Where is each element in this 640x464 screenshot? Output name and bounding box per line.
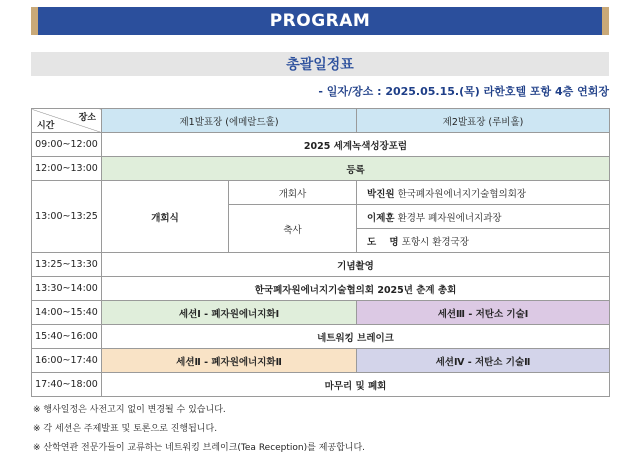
time-cell: 15:40~16:00	[32, 325, 102, 349]
table-row	[32, 349, 610, 373]
notes-section	[33, 401, 365, 458]
subtitle-bar	[31, 52, 609, 76]
session-cell: 기념촬영	[102, 253, 610, 277]
table-row	[32, 325, 610, 349]
table-row	[32, 133, 610, 157]
banner-title: PROGRAM	[269, 11, 371, 31]
corner-venue-label: 장소	[78, 113, 96, 123]
table-row	[32, 157, 610, 181]
speaker-cell	[357, 229, 610, 253]
time-cell: 13:30~14:00	[32, 277, 102, 301]
congratulatory-speech-label: 축사	[229, 205, 357, 253]
note-line: ※ 각 세션은 주제발표 및 토론으로 진행됩니다.	[33, 424, 218, 434]
schedule-title: 총괄일정표	[286, 57, 354, 73]
opening-ceremony-cell: 개회식	[102, 181, 229, 253]
time-cell: 17:40~18:00	[32, 373, 102, 397]
time-cell: 12:00~13:00	[32, 157, 102, 181]
speaker-name: 이제훈	[367, 212, 395, 224]
speaker-title: 한국폐자원에너지기술협의회장	[397, 188, 527, 200]
time-cell: 13:00~13:25	[32, 181, 102, 253]
speaker-cell	[357, 181, 610, 205]
speaker-title: 포항시 환경국장	[401, 236, 469, 248]
time-cell: 13:25~13:30	[32, 253, 102, 277]
session-4-cell: 세션Ⅳ - 저탄소 기술Ⅱ	[357, 349, 610, 373]
session-cell: 네트워킹 브레이크	[102, 325, 610, 349]
speaker-cell	[357, 205, 610, 229]
session-3-cell: 세션Ⅲ - 저탄소 기술Ⅰ	[357, 301, 610, 325]
time-cell: 16:00~17:40	[32, 349, 102, 373]
speaker-name: 박진원	[367, 188, 395, 200]
session-2-cell: 세션Ⅱ - 폐자원에너지화Ⅱ	[102, 349, 357, 373]
session-cell: 마무리 및 폐회	[102, 373, 610, 397]
table-row	[32, 253, 610, 277]
room2-header: 제2발표장 (루비홀)	[357, 109, 610, 133]
session-cell: 한국폐자원에너지기술협의회 2025년 춘계 총회	[102, 277, 610, 301]
table-row	[32, 373, 610, 397]
program-banner	[31, 7, 609, 35]
session-cell: 2025 세계녹색성장포럼	[102, 133, 610, 157]
date-venue-line: - 일자/장소 : 2025.05.15.(목) 라한호텔 포항 4층 연회장	[318, 85, 609, 98]
corner-time-label: 시간	[37, 121, 55, 131]
room1-header: 제1발표장 (에메랄드홀)	[102, 109, 357, 133]
session-cell: 등록	[102, 157, 610, 181]
note-line: ※ 행사일정은 사전고지 없이 변경될 수 있습니다.	[33, 405, 226, 415]
time-cell: 14:00~15:40	[32, 301, 102, 325]
session-1-cell: 세션Ⅰ - 폐자원에너지화Ⅰ	[102, 301, 357, 325]
time-cell: 09:00~12:00	[32, 133, 102, 157]
table-header-row	[32, 109, 610, 133]
schedule-table	[31, 108, 610, 397]
table-row	[32, 181, 610, 205]
speaker-title: 환경부 폐자원에너지과장	[397, 212, 502, 224]
table-row	[32, 277, 610, 301]
table-row	[32, 301, 610, 325]
note-line: ※ 산학연관 전문가들이 교류하는 네트워킹 브레이크(Tea Reception)를 제공합니다.	[33, 443, 366, 453]
opening-speech-label: 개회사	[229, 181, 357, 205]
speaker-name: 도 명	[367, 236, 399, 248]
corner-cell	[32, 109, 102, 133]
